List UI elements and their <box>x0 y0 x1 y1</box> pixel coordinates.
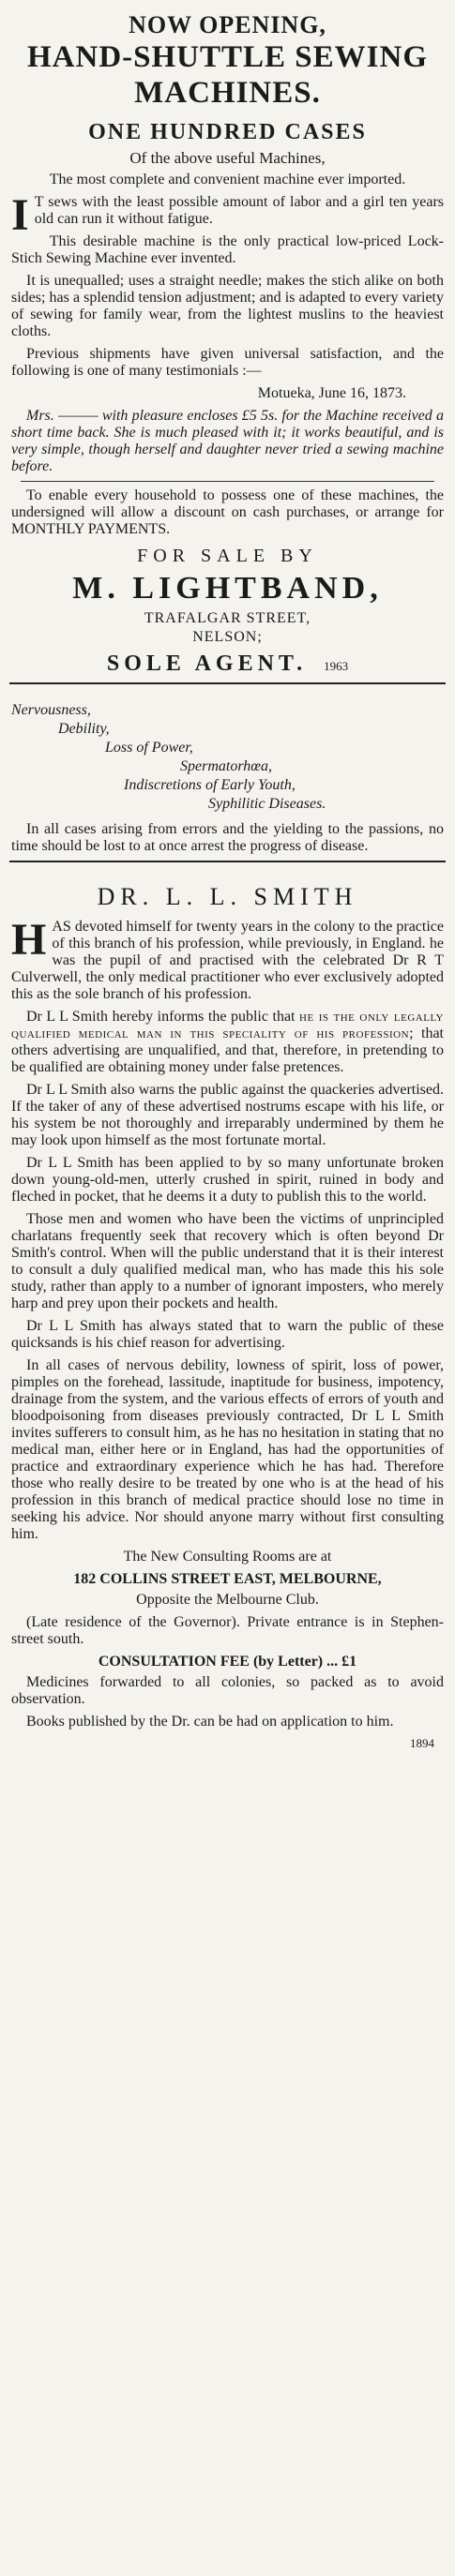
qualified-text-caps: he is the only legally qualified medical man in this speciality of his profession; <box>11 1009 445 1041</box>
books-published: Books published by the Dr. can be had on application to him. <box>26 1714 394 1730</box>
ad-separator <box>9 861 446 862</box>
ad-separator <box>9 682 446 684</box>
ad-number: 1963 <box>324 659 349 673</box>
heading-one-hundred-cases: ONE HUNDRED CASES <box>88 120 367 144</box>
ailment-body: In all cases arising from errors and the yielding to the passions, no time should be lost to at once arrest the progress of disease. <box>11 821 444 854</box>
ailment-item: Debility, <box>58 721 110 737</box>
paragraph-shipments: Previous shipments have given universal satisfaction, and the following is one of many testimonials :— <box>11 346 444 379</box>
dr-smith-heading: DR. L. L. SMITH <box>97 883 358 910</box>
seller-street: TRAFALGAR STREET, <box>144 610 311 626</box>
testimonial-text: Mrs. ——— with pleasure encloses £5 5s. for the Machine received a short time back. She is much pleased with it; it works beautiful, and is very simple, though herself and daughter never tried a sewing machine before. <box>11 408 444 474</box>
testimonial-date: Motueka, June 16, 1873. <box>257 385 406 401</box>
sole-agent-label: SOLE AGENT. <box>106 651 308 676</box>
paragraph-intro-text: T sews with the least possible amount of labor and a girl ten years old can run it without fatigue. <box>34 194 444 227</box>
for-sale-by: FOR SALE BY <box>137 546 318 566</box>
paragraph-quicksands: Dr L L Smith has always stated that to warn the public of these quicksands is his chief reason for advertising. <box>11 1318 444 1351</box>
ailment-item: Indiscretions of Early Youth, <box>124 777 296 793</box>
paragraph-nervous-debility: In all cases of nervous debility, lowness of spirit, loss of power, pimples on the forehead, lassitude, inaptitude for business, impotency, drainage from the system, and the various effects of errors of youth and bloodpoisoning from diseases previously contracted, Dr L L Smith invites sufferers to consult him, as he has no hesitation in stating that no medical man, either here or in England, has had the opportunities of practice and extraordinary experience which he has had. Therefore those who really desire to be treated by one who is at the head of his profession in this branch of medical practice should lose no time in seeking his advice. Nor should anyone marry without first consulting him. <box>11 1357 444 1542</box>
paragraph-unequalled: It is unequalled; uses a straight needle; makes the stich alike on both sides; has a splendid tension adjustment; and is adapted to every variety of sewing for family wear, from the lightest muslins to the heaviest cloths. <box>11 273 444 339</box>
private-entrance: (Late residence of the Governor). Private entrance is in Stephen-street south. <box>11 1614 444 1647</box>
drop-cap: I <box>11 190 29 240</box>
paragraph-payments: To enable every household to possess one of these machines, the undersigned will allow a discount on cash purchases, or arrange for MONTHLY PAYMENTS. <box>11 487 444 537</box>
tagline: The most complete and convenient machine ever imported. <box>49 172 406 187</box>
paragraph-desirable: This desirable machine is the only practical low-priced Lock-Stich Sewing Machine ever invented. <box>11 233 444 266</box>
seller-town: NELSON; <box>192 629 263 645</box>
seller-name: M. LIGHTBAND, <box>72 571 383 606</box>
medicines-forwarded: Medicines forwarded to all colonies, so packed as to avoid observation. <box>11 1674 444 1707</box>
consulting-rooms-line: The New Consulting Rooms are at <box>123 1549 332 1565</box>
subheading: Of the above useful Machines, <box>129 149 326 167</box>
qualified-text-a: Dr L L Smith hereby informs the public that <box>26 1009 296 1025</box>
ailment-item: Nervousness, <box>11 702 91 718</box>
paragraph-quackeries: Dr L L Smith also warns the public against the quackeries advertised. If the taker of any of these advertised nostrums escape with his life, or his system be not thoroughly and irreparably undermined by them he may look upon himself as the most fortunate mortal. <box>11 1082 444 1148</box>
ailment-item: Spermatorhœa, <box>180 758 272 774</box>
consultation-fee: CONSULTATION FEE (by Letter) ... £1 <box>98 1654 357 1670</box>
ad-number: 1894 <box>410 1736 434 1750</box>
nervousness-advertisement <box>0 690 455 855</box>
paragraph-victims: Those men and women who have been the victims of unprincipled charlatans frequently seek that recovery which is often beyond Dr Smith's control. When will the public understand that it is their interest to consult a duly qualified medical man, who has made this his sole study, rather than apply to a number of ignorant imposters, who merely harp and prey upon their pockets and health. <box>11 1211 444 1311</box>
drop-cap: H <box>11 915 47 965</box>
paragraph-intro <box>11 190 444 240</box>
ailment-item: Loss of Power, <box>105 740 193 756</box>
ailment-item: Syphilitic Diseases. <box>208 796 326 812</box>
heading-sewing-line-1: HAND-SHUTTLE SEWING <box>26 40 428 74</box>
consulting-address: 182 COLLINS STREET EAST, MELBOURNE, <box>73 1571 382 1587</box>
ailment-list <box>11 701 444 814</box>
heading-now-opening: NOW OPENING, <box>129 11 326 38</box>
paragraph-applied: Dr L L Smith has been applied to by so many unfortunate broken down young-old-men, utterly crushed in spirit, ruined in body and fleched in pocket, that he deems it a duty to publish this to the world. <box>11 1155 444 1205</box>
paragraph-devoted-text: AS devoted himself for twenty years in the colony to the practice of this branch of his profession, while previously, in England. he was the pupil of and practised with the celebrated Dr R T Culverwell, the only medical practitioner who ever exclusively adopted this as the sole branch of his profession. <box>11 919 444 1002</box>
qualified-text-b: that others advertising are unqualified, and that, therefore, in pretending to be qualified are obtaining money under false pretences. <box>11 1026 444 1075</box>
paragraph-qualified <box>11 1009 444 1076</box>
sewing-machine-advertisement <box>0 0 455 677</box>
opposite-club: Opposite the Melbourne Club. <box>136 1592 319 1608</box>
dr-smith-advertisement <box>0 868 455 1751</box>
divider <box>21 481 434 482</box>
heading-sewing-line-2: MACHINES. <box>134 76 321 110</box>
sole-agent-row <box>11 651 444 677</box>
paragraph-devoted <box>11 915 444 1003</box>
